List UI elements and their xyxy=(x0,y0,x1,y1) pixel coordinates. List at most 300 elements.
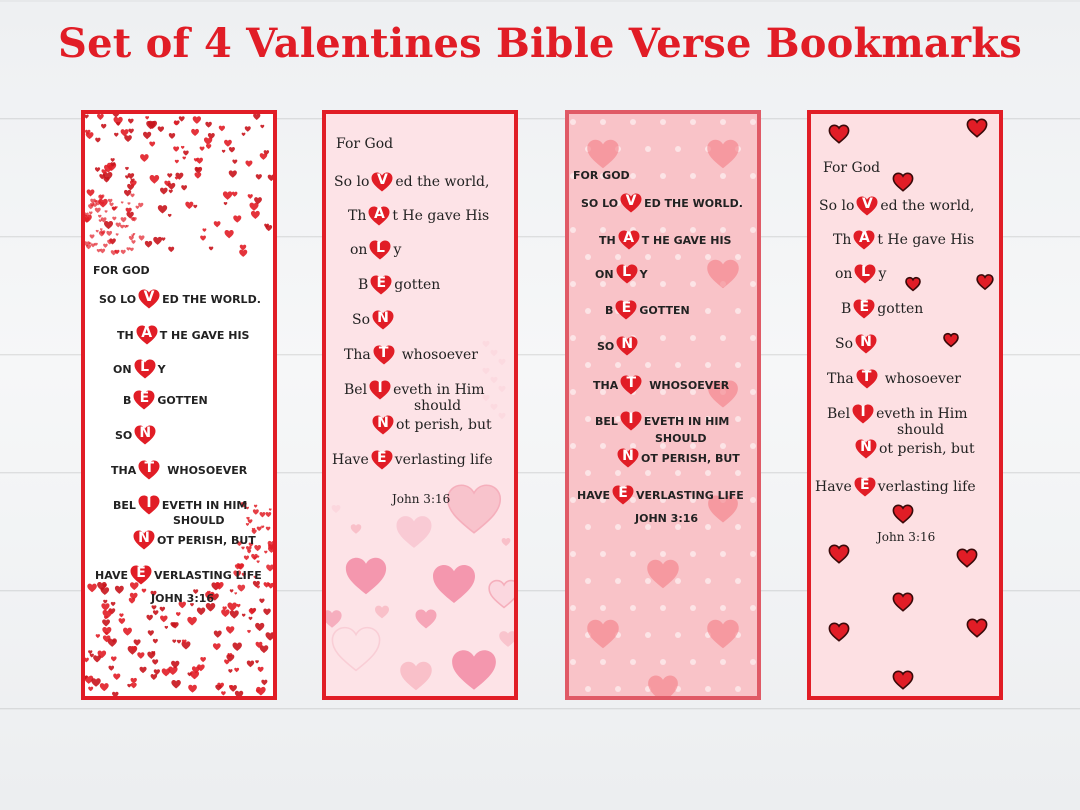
verse-text: B xyxy=(123,393,132,407)
heart-icon xyxy=(121,217,127,222)
dot xyxy=(585,254,591,260)
heart-icon xyxy=(179,116,185,121)
heart-icon: N xyxy=(133,423,157,447)
verse-line xyxy=(835,262,886,286)
verse-text: ot perish, but xyxy=(879,441,975,457)
dot xyxy=(705,470,711,476)
heart-icon xyxy=(375,606,389,619)
verse-text: SO LO xyxy=(581,196,619,210)
heart-icon xyxy=(242,614,246,617)
heart-icon xyxy=(108,199,113,203)
heart-icon xyxy=(227,603,236,612)
dot xyxy=(615,254,621,260)
verse-text: y xyxy=(878,266,887,282)
dot xyxy=(615,524,621,530)
heart-icon xyxy=(160,615,168,622)
heart-icon xyxy=(268,583,273,589)
heart-icon xyxy=(87,189,95,196)
heart-icon xyxy=(91,678,100,687)
heart-icon xyxy=(131,678,137,684)
heart-icon xyxy=(255,623,264,631)
dot xyxy=(660,281,666,287)
heart-icon xyxy=(829,125,848,142)
verse-text: ot perish, but xyxy=(396,417,492,433)
verse-text: EVETH IN HIM xyxy=(643,414,730,428)
verse-line xyxy=(358,273,440,297)
heart-icon xyxy=(222,150,226,153)
dot xyxy=(600,443,606,449)
verse-text: GOTTEN xyxy=(639,303,690,317)
dot xyxy=(705,578,711,584)
verse-text: t He gave His xyxy=(877,232,975,248)
heart-icon xyxy=(150,175,160,184)
dot xyxy=(720,119,726,125)
heart-icon xyxy=(214,631,222,638)
heart-icon: A xyxy=(135,323,159,347)
heart-icon xyxy=(101,603,109,610)
dot xyxy=(570,335,576,341)
heart-icon xyxy=(111,656,117,661)
heart-icon xyxy=(113,674,120,680)
dot xyxy=(660,335,666,341)
heart-icon xyxy=(181,146,185,149)
heart-icon xyxy=(400,662,432,691)
verse-line xyxy=(599,228,731,252)
heart-icon xyxy=(171,661,179,669)
verse-text: whosoever xyxy=(884,371,961,387)
verse-text: VERLASTING LIFE xyxy=(154,568,262,582)
dot xyxy=(705,362,711,368)
heart-icon xyxy=(128,129,133,134)
verse-text: FOR GOD xyxy=(573,169,630,182)
heart-icon xyxy=(264,551,267,554)
dot xyxy=(660,659,666,665)
heart-icon xyxy=(182,641,191,649)
heart-icon xyxy=(235,691,243,696)
heart-icon xyxy=(148,630,154,636)
dot xyxy=(720,173,726,179)
verse-line xyxy=(823,160,880,176)
verse-line xyxy=(131,528,256,552)
verse-line xyxy=(615,446,740,470)
verse-line xyxy=(332,448,493,472)
heart-icon: L xyxy=(133,357,157,381)
heart-icon xyxy=(95,167,100,172)
heart-icon xyxy=(237,604,241,608)
heart-icon: E xyxy=(853,475,877,499)
verse-text: EVETH IN HIM xyxy=(161,498,248,512)
heart-icon: N xyxy=(854,437,878,461)
heart-icon xyxy=(172,640,176,644)
verse-line xyxy=(655,432,707,445)
heart-icon xyxy=(326,610,342,627)
heart-icon xyxy=(134,639,141,645)
verse-text: ed the world, xyxy=(395,174,490,190)
heart-icon xyxy=(244,556,249,561)
verse-text: OT PERISH, BUT xyxy=(641,451,740,465)
heart-icon xyxy=(140,154,149,162)
heart-icon xyxy=(111,602,116,606)
verse-line xyxy=(123,388,208,412)
verse-text: Tha xyxy=(827,371,854,387)
heart-icon xyxy=(89,211,93,214)
verse-line xyxy=(815,475,976,499)
dot xyxy=(750,551,756,557)
dot xyxy=(720,605,726,611)
verse-text: So lo xyxy=(819,198,855,214)
verse-line xyxy=(833,228,974,252)
heart-icon xyxy=(130,194,134,198)
heart-icon xyxy=(266,527,271,531)
dot xyxy=(615,686,621,692)
verse-text: SHOULD xyxy=(655,432,707,445)
dot xyxy=(600,551,606,557)
heart-icon xyxy=(245,160,252,166)
heart-icon xyxy=(160,188,168,195)
verse-line xyxy=(370,413,492,437)
verse-text: Th xyxy=(348,208,367,224)
heart-icon xyxy=(168,214,172,217)
heart-icon xyxy=(194,172,201,178)
verse-text: SO xyxy=(597,339,615,353)
dot xyxy=(750,173,756,179)
dot xyxy=(690,281,696,287)
heart-icon xyxy=(167,173,172,178)
verse-text: eveth in Him xyxy=(393,382,485,398)
heart-icon xyxy=(263,609,270,616)
heart-icon xyxy=(232,192,238,197)
heart-icon xyxy=(154,669,160,675)
heart-icon xyxy=(957,549,976,566)
heart-icon xyxy=(254,505,257,508)
verse-line xyxy=(835,332,879,356)
verse-line xyxy=(897,422,944,438)
heart-icon xyxy=(95,208,101,213)
dot xyxy=(735,362,741,368)
heart-icon xyxy=(260,125,264,129)
heart-icon xyxy=(158,126,164,132)
heart-icon xyxy=(233,215,241,222)
heart-icon xyxy=(200,236,206,241)
verse-text: should xyxy=(897,422,945,438)
heart-icon xyxy=(214,221,221,227)
heart-icon xyxy=(967,119,986,136)
heart-icon xyxy=(124,225,127,228)
heart-icon xyxy=(177,640,181,644)
dot xyxy=(645,254,651,260)
heart-icon: V xyxy=(855,194,879,218)
heart-icon xyxy=(112,217,116,221)
heart-icon xyxy=(183,151,189,156)
heart-icon xyxy=(707,140,739,169)
heart-icon xyxy=(125,175,129,179)
page-title: Set of 4 Valentines Bible Verse Bookmarks xyxy=(58,20,1022,67)
dot xyxy=(630,119,636,125)
heart-icon: E xyxy=(614,298,638,322)
verse-text: THA xyxy=(111,463,137,477)
heart-icon xyxy=(162,668,171,676)
dot xyxy=(585,470,591,476)
heart-icon xyxy=(197,608,205,616)
heart-icon xyxy=(499,386,506,392)
heart-icon: N xyxy=(371,413,395,437)
heart-icon xyxy=(120,225,124,229)
verse-line xyxy=(827,367,961,391)
bookmark-1 xyxy=(81,110,277,700)
verse-text: ed the world, xyxy=(880,198,975,214)
verse-line xyxy=(336,136,393,152)
heart-icon xyxy=(229,147,235,153)
heart-icon xyxy=(209,246,214,250)
dot xyxy=(570,605,576,611)
heart-icon xyxy=(126,247,130,250)
dot xyxy=(630,605,636,611)
heart-icon xyxy=(648,676,678,696)
heart-icon: E xyxy=(369,273,393,297)
bookmark-2 xyxy=(322,110,518,700)
heart-icon xyxy=(105,210,108,213)
heart-icon xyxy=(268,175,273,181)
dot xyxy=(690,335,696,341)
heart-icon xyxy=(269,508,272,511)
heart-icon xyxy=(587,620,619,649)
heart-icon xyxy=(124,135,132,142)
verse-line xyxy=(597,334,640,358)
verse-text: ON xyxy=(595,267,614,281)
heart-icon xyxy=(96,230,99,233)
heart-icon xyxy=(175,160,179,164)
heart-icon xyxy=(131,240,135,244)
dot xyxy=(615,578,621,584)
heart-icon xyxy=(171,680,181,689)
heart-icon: N xyxy=(132,528,156,552)
heart-icon xyxy=(230,589,234,592)
heart-icon xyxy=(268,547,273,553)
heart-icon xyxy=(123,628,132,636)
heart-icon xyxy=(893,671,912,688)
verse-line xyxy=(581,191,743,215)
heart-icon xyxy=(491,404,498,410)
heart-icon xyxy=(158,205,167,213)
verse-text: WHOSOEVER xyxy=(167,463,248,477)
heart-icon xyxy=(193,116,201,124)
verse-text: T HE GAVE HIS xyxy=(641,233,732,247)
heart-icon xyxy=(266,564,273,571)
dot xyxy=(735,416,741,422)
heart-icon xyxy=(260,645,269,653)
verse-line xyxy=(111,458,247,482)
heart-icon xyxy=(153,639,158,644)
heart-icon: A xyxy=(852,228,876,252)
heart-icon: E xyxy=(852,297,876,321)
dot xyxy=(645,578,651,584)
dot xyxy=(675,470,681,476)
dot xyxy=(645,362,651,368)
verse-reference: John 3:16 xyxy=(877,530,936,544)
verse-text: OT PERISH, BUT xyxy=(157,533,256,547)
heart-icon: N xyxy=(615,334,639,358)
heart-icon xyxy=(191,129,199,136)
verse-line xyxy=(352,308,396,332)
heart-icon xyxy=(483,341,490,347)
heart-icon xyxy=(182,156,186,159)
heart-icon xyxy=(139,235,145,240)
dot xyxy=(600,659,606,665)
heart-icon xyxy=(115,586,124,594)
verse-text: whosoever xyxy=(401,347,478,363)
dot xyxy=(690,605,696,611)
heart-icon xyxy=(206,144,211,149)
dot xyxy=(630,659,636,665)
dot xyxy=(735,308,741,314)
heart-icon xyxy=(242,133,246,136)
bookmark-3 xyxy=(565,110,761,700)
heart-icon: I xyxy=(851,402,875,426)
wood-plank-line xyxy=(0,708,1080,709)
heart-icon: N xyxy=(371,308,395,332)
heart-icon: L xyxy=(853,262,877,286)
heart-icon xyxy=(173,146,179,151)
dot xyxy=(570,659,576,665)
heart-icon: V xyxy=(619,191,643,215)
heart-icon xyxy=(256,174,262,180)
verse-line xyxy=(853,437,975,461)
dot xyxy=(585,308,591,314)
heart-icon xyxy=(145,241,152,248)
dot xyxy=(570,551,576,557)
verse-text: ED THE WORLD. xyxy=(162,292,261,306)
heart-icon xyxy=(93,655,101,662)
heart-icon xyxy=(116,233,119,236)
dot xyxy=(645,470,651,476)
heart-icon xyxy=(131,683,137,688)
verse-line xyxy=(113,357,166,381)
heart-icon xyxy=(136,206,140,209)
verse-text: Tha xyxy=(344,347,371,363)
verse-text: HAVE xyxy=(95,568,128,582)
heart-icon xyxy=(829,623,848,640)
heart-icon xyxy=(266,512,272,517)
heart-icon xyxy=(491,350,498,356)
verse-line xyxy=(93,264,150,277)
heart-icon xyxy=(128,119,134,124)
verse-line xyxy=(344,343,478,367)
verse-text: Th xyxy=(833,232,852,248)
heart-icon xyxy=(332,628,379,671)
dot xyxy=(750,497,756,503)
verse-line xyxy=(819,194,974,218)
heart-icon xyxy=(101,124,106,129)
dot xyxy=(600,119,606,125)
heart-icon xyxy=(260,153,268,160)
heart-icon xyxy=(223,191,232,200)
heart-icon xyxy=(151,605,156,610)
verse-text: SHOULD xyxy=(173,514,225,527)
dot xyxy=(750,389,756,395)
heart-icon xyxy=(152,659,158,665)
heart-icon xyxy=(944,334,958,347)
heart-icon xyxy=(102,627,111,635)
dot xyxy=(570,227,576,233)
heart-icon xyxy=(261,680,267,686)
dot xyxy=(585,524,591,530)
dot xyxy=(675,362,681,368)
verse-text: Bel xyxy=(344,382,368,398)
heart-icon xyxy=(100,683,109,691)
verse-reference: JOHN 3:16 xyxy=(635,512,699,525)
verse-text: on xyxy=(350,242,368,258)
heart-icon: E xyxy=(611,483,635,507)
dot xyxy=(570,443,576,449)
heart-icon: E xyxy=(370,448,394,472)
heart-icon xyxy=(247,661,254,668)
verse-text: ED THE WORLD. xyxy=(644,196,743,210)
dot xyxy=(690,551,696,557)
heart-icon xyxy=(205,122,212,128)
dot xyxy=(675,254,681,260)
heart-icon xyxy=(181,185,187,190)
heart-icon xyxy=(246,523,249,526)
heart-icon xyxy=(221,691,226,695)
heart-icon xyxy=(967,619,986,636)
dot xyxy=(675,578,681,584)
heart-icon xyxy=(256,687,266,696)
heart-icon xyxy=(346,558,386,594)
dot xyxy=(705,686,711,692)
heart-icon xyxy=(233,643,242,652)
heart-icon xyxy=(103,600,107,604)
dot xyxy=(585,416,591,422)
heart-icon xyxy=(230,610,239,618)
heart-icon xyxy=(200,146,205,150)
heart-icon xyxy=(647,560,679,589)
heart-icon xyxy=(248,519,253,523)
dot xyxy=(705,254,711,260)
heart-icon xyxy=(489,581,514,608)
verse-line xyxy=(115,423,158,447)
heart-icon xyxy=(229,170,237,177)
heart-icon xyxy=(239,250,247,257)
heart-icon xyxy=(88,687,93,692)
heart-icon xyxy=(96,634,100,638)
verse-line xyxy=(595,262,648,286)
dot xyxy=(570,281,576,287)
heart-icon xyxy=(111,250,117,255)
heart-icon xyxy=(130,248,134,252)
verse-text: T HE GAVE HIS xyxy=(159,328,250,342)
verse-text: SO xyxy=(115,428,133,442)
heart-icon xyxy=(332,505,341,513)
verse-line xyxy=(414,398,461,414)
heart-icon xyxy=(893,505,912,522)
verse-text: Bel xyxy=(827,406,851,422)
dot xyxy=(660,173,666,179)
verse-text: TH xyxy=(599,233,616,247)
dot xyxy=(600,605,606,611)
heart-icon xyxy=(247,630,251,633)
heart-icon xyxy=(165,626,169,629)
verse-text: HAVE xyxy=(577,488,610,502)
heart-icon xyxy=(121,250,126,255)
verse-line xyxy=(348,204,489,228)
heart-icon xyxy=(248,194,253,199)
dot xyxy=(570,119,576,125)
heart-icon xyxy=(707,620,739,649)
heart-icon xyxy=(121,201,124,203)
heart-icon: N xyxy=(854,332,878,356)
heart-icon xyxy=(491,377,498,383)
verse-text: B xyxy=(605,303,614,317)
